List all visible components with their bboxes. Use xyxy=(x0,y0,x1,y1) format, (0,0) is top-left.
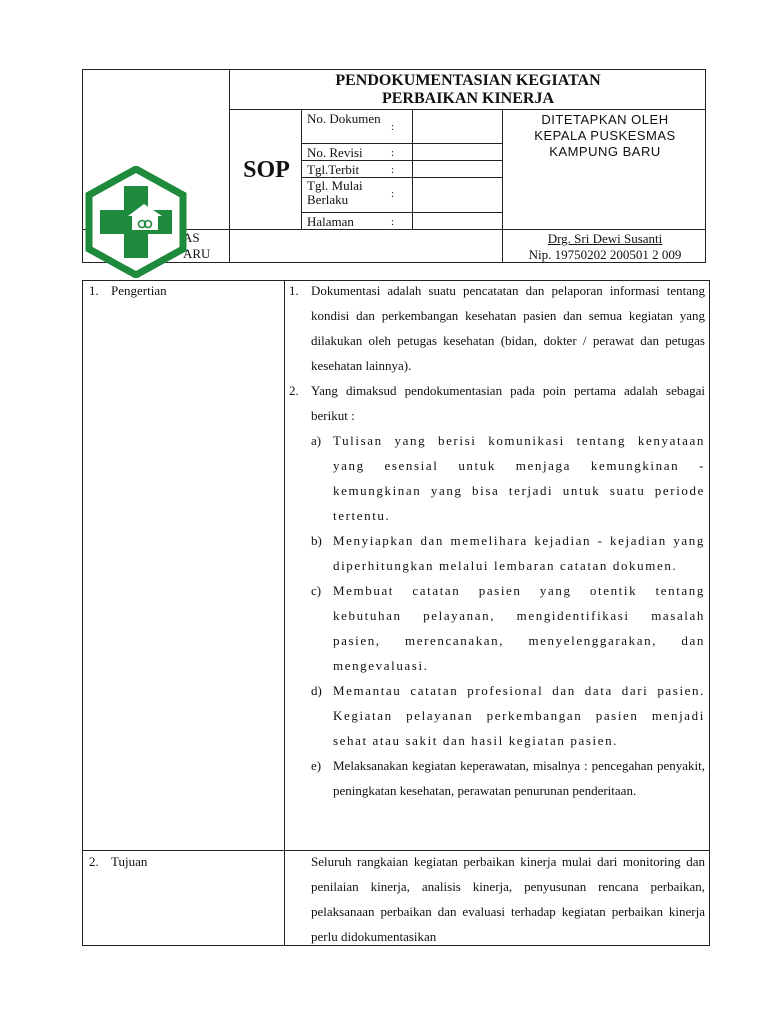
meta-label-no-dokumen: No. Dokumen xyxy=(307,111,381,126)
item-text: Melaksanakan kegiatan keperawatan, misalnya : pencegahan penyakit, peningkatan kesehatan, perawatan penurunan penderitaan. xyxy=(333,758,705,798)
item-letter: d) xyxy=(311,683,322,698)
section-number: 2. xyxy=(89,854,99,869)
sub-list-item xyxy=(289,753,705,803)
list-item xyxy=(289,278,705,378)
meta-label-tgl-mulai-berlaku: Tgl. Mulai Berlaku xyxy=(307,178,363,207)
section-content-pengertian xyxy=(289,278,705,803)
divider xyxy=(412,109,413,229)
section-number: 1. xyxy=(89,283,99,298)
signer-block xyxy=(503,231,707,263)
divider xyxy=(301,212,503,213)
sop-label: SOP xyxy=(243,156,290,183)
divider xyxy=(229,70,230,262)
meta-label-tgl-terbit: Tgl.Terbit xyxy=(307,162,360,177)
ditetapkan-line-1: DITETAPKAN OLEH xyxy=(541,112,669,127)
meta-label-halaman: Halaman xyxy=(307,214,354,229)
ditetapkan-line-3: KAMPUNG BARU xyxy=(549,144,661,159)
ditetapkan-block xyxy=(503,112,707,160)
item-text: Tulisan yang berisi komunikasi tentang kenyataan yang esensial untuk menjaga kemungkinan - kemungkinan yang bisa terjadi untuk suatu periode tertentu. xyxy=(333,433,705,523)
ditetapkan-line-2: KEPALA PUSKESMAS xyxy=(534,128,676,143)
puskesmas-line-2: ARU xyxy=(183,246,211,261)
meta-colon: : xyxy=(391,164,395,176)
divider xyxy=(301,143,503,144)
section-content-tujuan: Seluruh rangkaian kegiatan perbaikan kinerja mulai dari monitoring dan penilaian kinerja, analisis kinerja, penyusunan rencana perbaikan, pelaksanaan perbaikan dan evaluasi terhadap kegiatan perbaikan kinerja perlu didokumentasikan xyxy=(311,854,705,944)
meta-colon: : xyxy=(391,147,395,159)
section-label-pengertian xyxy=(89,283,167,299)
item-number: 2. xyxy=(289,383,299,398)
meta-colon: : xyxy=(391,188,395,200)
item-text: Dokumentasi adalah suatu pencatatan dan pelaporan informasi tentang kondisi dan perkembangan kesehatan pasien dan semua kegiatan yang dilakukan oleh petugas kesehatan (bidan, dokter / perawat dan petugas kesehatan lainnya). xyxy=(311,283,705,373)
signer-name: Drg. Sri Dewi Susanti xyxy=(547,231,663,246)
section-title: Pengertian xyxy=(111,283,167,298)
item-letter: c) xyxy=(311,583,322,598)
puskesmas-logo-icon xyxy=(84,166,188,278)
item-letter: a) xyxy=(311,433,322,448)
signer-nip: Nip. 19750202 200501 2 009 xyxy=(528,247,682,262)
title-line-1: PENDOKUMENTASIAN KEGIATAN xyxy=(335,72,601,89)
sub-list-item xyxy=(289,428,705,528)
sop-content-table xyxy=(82,280,710,946)
title-line-2: PERBAIKAN KINERJA xyxy=(381,90,554,107)
list-item xyxy=(289,378,705,428)
item-text: Menyiapkan dan memelihara kejadian - kejadian yang diperhitungkan melalui lembaran catatan dokumen. xyxy=(333,533,705,573)
item-text: Membuat catatan pasien yang otentik tentang kebutuhan pelayanan, mengidentifikasi masalah pasien, merencanakan, menyelenggarakan, dan mengevaluasi. xyxy=(333,583,705,673)
item-text: Yang dimaksud pendokumentasian pada poin pertama adalah sebagai berikut : xyxy=(311,383,705,423)
item-letter: b) xyxy=(311,533,322,548)
section-title: Tujuan xyxy=(111,854,148,869)
sub-list-item xyxy=(289,578,705,678)
sub-list-item xyxy=(289,528,705,578)
meta-colon: : xyxy=(391,216,395,228)
puskesmas-line-1: AS xyxy=(183,230,200,245)
item-number: 1. xyxy=(289,283,299,298)
meta-colon: : xyxy=(391,121,395,133)
divider xyxy=(284,281,285,945)
item-letter: e) xyxy=(311,758,322,773)
sub-list-item xyxy=(289,678,705,753)
divider xyxy=(301,160,503,161)
meta-label-no-revisi: No. Revisi xyxy=(307,145,363,160)
section-label-tujuan xyxy=(89,854,147,870)
document-title xyxy=(231,70,705,110)
item-text: Memantau catatan profesional dan data dari pasien. Kegiatan pelayanan perkembangan pasien menjadi sehat atau sakit dan hasil kegiatan pasien. xyxy=(333,683,705,748)
